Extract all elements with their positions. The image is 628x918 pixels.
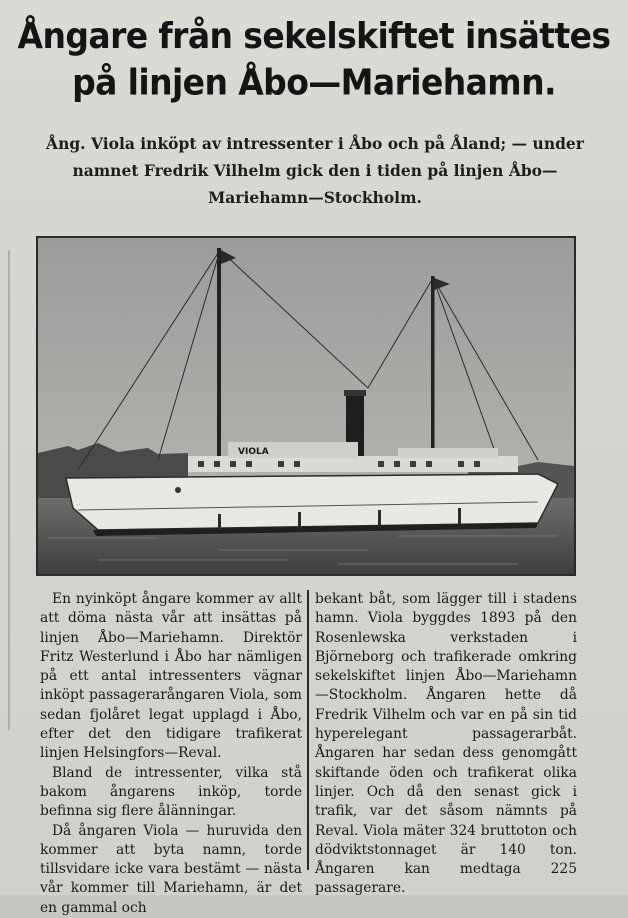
paragraph: Bland de intressenter, vilka stå bakom ångarens inköp, torde befinna sig flere ålänningar. [40,764,302,820]
ship-name-lettering: VIOLA [238,447,269,457]
headline: Ångare från sekelskiftet insättes på linjen Åbo—Mariehamn. [17,14,611,104]
right-column [315,590,577,899]
left-column [40,590,302,918]
ship-photo [36,236,576,576]
paragraph: En nyinköpt ångare kommer av allt att döma nästa vår att insättas på linjen Åbo—Mariehamn. Direktör Fritz Westerlund i Åbo har nämligen på ett antal intressenters vägnar inköpt passagerarångaren Viola, som sedan fjolåret legat upplagd i Åbo, efter det den tidigare trafikerat linjen Helsingfors—Reval. [40,591,302,762]
column-divider [307,590,309,870]
subheadline: Ång. Viola inköpt av intressenter i Åbo och på Åland; — under namnet Fredrik Vilhelm gick den i tiden på linjen Åbo—Mariehamn—Stockholm. [46,134,584,207]
article-body [40,590,600,916]
paper-fold-shadow [8,250,11,730]
steamship-illustration [38,238,574,574]
paragraph: Då ångaren Viola — huruvida den kommer att byta namn, torde tillsvidare icke vara bestämt — nästa vår kommer till Mariehamn, är det en gammal och [40,822,302,916]
paragraph: bekant båt, som lägger till i stadens hamn. Viola byggdes 1893 på den Rosenlewska verkstaden i Björneborg och trafikerade omkring sekelskiftet linjen Åbo—Mariehamn—Stockholm. Ångaren hette då Fredrik Vilhelm och var en på sin tid hyperelegant passagerarbåt. Ångaren har sedan dess genomgått skiftande öden och trafikerat olika linjer. Och då den senast gick i trafik, var det såsom nämnts på Reval. Viola mäter 324 bruttoton och dödviktstonnaget är 140 ton. Ångaren kan medtaga 225 passagerare. [315,591,577,897]
